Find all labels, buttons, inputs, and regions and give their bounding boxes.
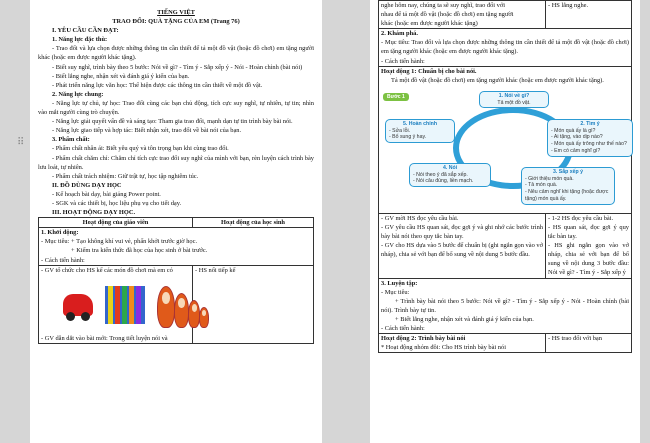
table-cell	[379, 29, 632, 66]
step-text: Tả một đồ vật.	[497, 99, 531, 106]
paragraph: - Phát triển năng lực văn học: Thể hiện được các thông tin cần thiết về một đồ vật.	[52, 81, 263, 89]
five-step-diagram	[381, 89, 629, 209]
document-page-right	[370, 0, 640, 443]
step-text: - Nói câu đúng, liền mạch.	[413, 178, 474, 185]
cell-text: nghe hôm nay, chúng ta sẽ suy nghĩ, trao đổi với	[381, 2, 506, 9]
cell-text: - Cách tiến hành:	[41, 256, 85, 264]
document-page-left	[30, 0, 322, 443]
cell-text: - Mục tiêu: + Tạo không khí vui vẻ, phấn khởi trước giờ học.	[41, 238, 198, 246]
table-cell	[379, 66, 632, 213]
step-box-4	[409, 163, 491, 187]
toy-car-icon	[63, 294, 93, 316]
step-title: 4. Nói	[442, 164, 458, 171]
cell-text: - GV tổ chức cho HS kể các món đồ chơi mà em có	[41, 266, 173, 274]
activity-title: Hoạt động 1: Chuẩn bị cho bài nói.	[381, 67, 477, 75]
step-text: - Tả món quà.	[525, 182, 558, 189]
color-pencils-icon	[105, 286, 145, 324]
cell-text: - HS ghi ngắn gọn vào vở nháp, chia sẻ với bạn để bổ sung về nội dung 3 bước đầu: Nói về gì? - Tìm ý - Sắp xếp ý	[547, 242, 629, 277]
cell-text: - 1-2 HS đọc yêu cầu bài.	[547, 214, 614, 222]
table-row	[379, 334, 632, 353]
cell-text: - GV dẫn dắt vào bài mới: Trong tiết luyện nói và	[41, 334, 168, 342]
table-row	[379, 278, 632, 334]
nesting-dolls-icon	[157, 284, 217, 328]
cell-text: - GV mời HS đọc yêu cầu bài.	[381, 214, 459, 222]
cell-text: * Hoạt động nhóm đôi: Cho HS trình bày bài nói	[381, 344, 506, 352]
activity-title: Hoạt động 2: Trình bày bài nói	[381, 335, 466, 343]
step-title: 1. Nói về gì?	[498, 92, 530, 99]
table-cell	[379, 278, 632, 334]
paragraph: - SGK và các thiết bị, học liệu phụ vụ cho tiết dạy.	[52, 199, 182, 207]
paragraph: - Biết suy nghĩ, trình bày theo 5 bước: Nói về gì? - Tìm ý - Sắp xếp ý - Nói - Hoàn chỉnh (bài nói)	[52, 63, 303, 71]
cell-text: + Biết lắng nghe, nhận xét và đánh giá ý kiến của bạn.	[395, 315, 534, 323]
subsection-heading: 2. Năng lực chung:	[52, 90, 104, 98]
paragraph: - Năng lực giải quyết vấn đề và sáng tạo: Tham gia trao đổi, mạnh dạn tự tin trình bày bài nói.	[52, 118, 293, 126]
cell-text: khác (hoặc em được người khác tặng)	[381, 20, 478, 28]
paragraph: - Năng lực tự chủ, tự học: Trao đổi cùng các bạn chủ động, tích cực suy nghĩ, tự nhiên, tự tin; nhìn vào mắt người cùng trò chuyện.	[38, 99, 314, 117]
cell-text: - Mục tiêu: Trao đổi và lựa chọn được những thông tin cần thiết để tả một đồ vật (hoặc đồ chơi) em tặng người khác (hoặc em được người khác tặng).	[381, 39, 629, 56]
activity-table	[378, 0, 632, 353]
step-text: - Món quà ấy là gì?	[551, 127, 596, 134]
step-title: 5. Hoàn chỉnh	[402, 120, 437, 127]
table-cell	[379, 1, 546, 29]
paragraph: - Năng lực giao tiếp và hợp tác: Biết nhận xét, trao đổi về bài nói của bạn.	[52, 127, 242, 135]
step-text: - Món quà ấy trông như thế nào?	[551, 141, 627, 148]
step-title: 2. Tìm ý	[580, 120, 600, 127]
step-text: - Giới thiệu món quà.	[525, 175, 574, 182]
step-box-1	[479, 91, 549, 109]
step-text: - Ai tặng, vào dịp nào?	[551, 134, 603, 141]
paragraph: - Phẩm chất trách nhiệm: Giữ trật tự, học tập nghiêm túc.	[52, 172, 199, 180]
activity-table	[38, 217, 314, 344]
cell-text: Tả một đồ vật (hoặc đồ chơi) em tặng người khác (hoặc em được người khác tặng).	[391, 76, 604, 84]
table-cell	[39, 265, 193, 343]
cell-text: nhau để tả một đồ vật (hoặc đồ chơi) em tặng người	[381, 11, 514, 19]
paragraph: - Kế hoạch bài dạy, bài giảng Power point.	[52, 190, 161, 198]
cell-text: - HS lắng nghe.	[547, 2, 589, 9]
table-row	[379, 1, 632, 29]
drag-handle-icon[interactable]: ⠿	[17, 137, 25, 148]
step-box-5	[385, 119, 455, 143]
cell-text: + Trình bày bài nói theo 5 bước: Nói về gì? - Tìm ý - Sắp xếp ý - Nói - Hoàn chỉnh (bài nói). Trình bày tự tin.	[381, 297, 629, 314]
cell-text: - Cách tiến hành:	[381, 324, 425, 332]
table-row	[39, 228, 314, 265]
paragraph: - Biết lắng nghe, nhận xét và đánh giá ý kiến của bạn.	[52, 72, 190, 80]
table-header-student: Hoạt động của học sinh	[193, 218, 314, 228]
toys-image	[41, 278, 190, 332]
step-text: - Nói theo ý đã sắp xếp.	[413, 171, 468, 178]
table-row	[379, 29, 632, 66]
cell-text: - GV cho HS dựa vào 5 bước để chuẩn bị (ghi ngắn gọn vào vở nháp), chia sẻ với bạn để bổ sung về nội dung 5 bước đầu.	[381, 242, 543, 259]
section-heading: I. YÊU CẦU CẦN ĐẠT:	[52, 27, 119, 35]
table-cell	[545, 213, 631, 278]
table-header-teacher: Hoạt động của giáo viên	[39, 218, 193, 228]
table-cell	[545, 1, 631, 29]
table-row	[379, 66, 632, 213]
table-cell	[379, 213, 546, 278]
activity-title: 2. Khám phá.	[381, 30, 418, 38]
step-box-2	[547, 119, 633, 157]
cell-text: - Mục tiêu:	[381, 288, 410, 296]
table-row	[379, 213, 632, 278]
cell-text: - HS quan sát, đọc gợi ý quy tắc bàn tay.	[547, 223, 629, 241]
section-heading: II. ĐỒ DÙNG DẠY HỌC	[52, 181, 122, 189]
activity-title: 3. Luyện tập:	[381, 279, 418, 287]
step-text: - Nêu cảm nghĩ khi tặng (hoặc được tặng) món quà ấy.	[525, 189, 609, 203]
paragraph: - Phẩm chất chăm chỉ: Chăm chỉ tích cực trao đổi suy nghĩ của mình với bạn, rèn luyện cách trình bày lưu loát, tự nhiên.	[38, 154, 314, 171]
cell-text: - GV yêu cầu HS quan sát, đọc gợi ý và ghi nhớ các bước trình bày bài nói theo quy tắc bàn tay.	[381, 223, 543, 241]
table-cell	[379, 334, 546, 353]
cell-text: - HS nối tiếp kể	[195, 266, 236, 274]
subsection-heading: 3. Phẩm chất:	[52, 136, 90, 144]
paragraph: - Trao đổi và lựa chọn được những thông tin cần thiết để tả một đồ vật (hoặc đồ chơi) em tặng người khác (hoặc em được người khác tặng).	[38, 45, 314, 62]
activity-title: 1. Khởi động:	[41, 229, 79, 237]
step-title: 3. Sắp xếp ý	[553, 168, 583, 175]
cell-text: - Cách tiến hành:	[381, 57, 425, 65]
subject-title: TIẾNG VIỆT	[157, 9, 195, 16]
step-tag: Bước 1	[383, 93, 409, 101]
table-cell	[545, 334, 631, 353]
step-text: - Sửa lỗi.	[389, 127, 411, 134]
section-heading: III. HOẠT ĐỘNG DẠY HỌC.	[52, 209, 136, 217]
step-text: - Em có cảm nghĩ gì?	[551, 148, 601, 155]
step-text: - Bổ sung ý hay.	[389, 134, 427, 141]
paragraph: - Phẩm chất nhân ái: Biết yêu quý và tôn trọng bạn khi cùng trao đổi.	[52, 145, 229, 153]
cell-text: + Kiểm tra kiến thức đã học của học sinh ở bài trước.	[71, 247, 208, 255]
cell-text: - HS trao đổi với bạn	[547, 335, 602, 343]
lesson-title: TRAO ĐỔI: QUÀ TẶNG CỦA EM (Trang 76)	[112, 18, 240, 26]
step-box-3	[521, 167, 615, 205]
subsection-heading: 1. Năng lực đặc thù:	[52, 36, 108, 44]
table-row	[39, 265, 314, 343]
